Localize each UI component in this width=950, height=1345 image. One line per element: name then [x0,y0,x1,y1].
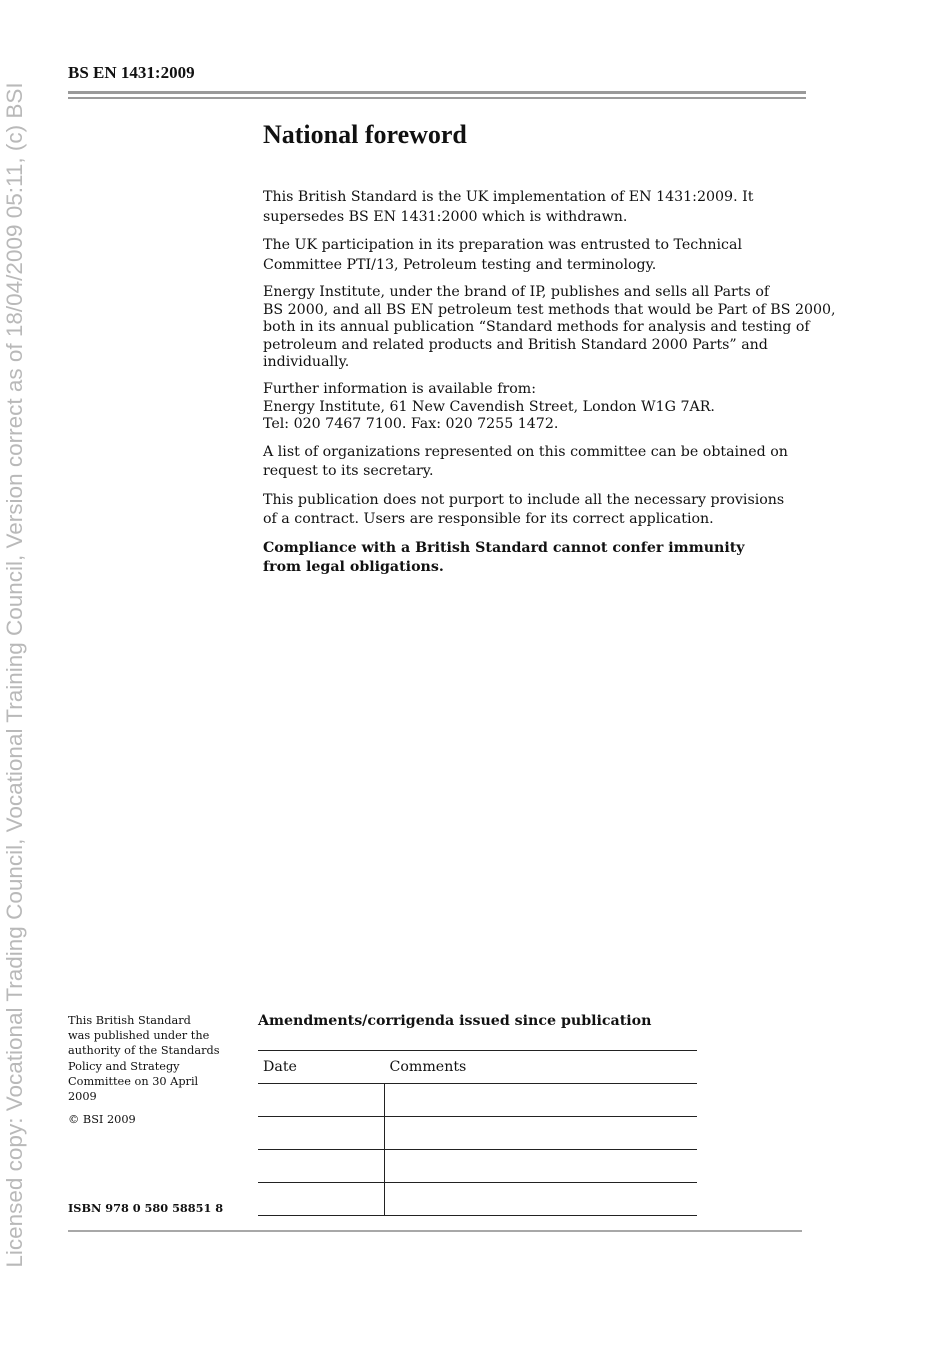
table-header-row [258,1051,697,1084]
publication-note [68,1013,233,1127]
table-row [258,1150,697,1183]
date-cell [258,1150,385,1183]
paragraph-energy-institute [263,284,843,372]
comments-cell [385,1084,698,1117]
foreword-body [263,188,843,587]
table-row [258,1084,697,1117]
comments-cell [385,1183,698,1216]
text-line: supersedes BS EN 1431:2000 which is withdrawn. [263,208,628,225]
text-line: Committee PTI/13, Petroleum testing and terminology. [263,256,657,273]
column-header-comments: Comments [385,1051,698,1084]
text-line: Energy Institute, 61 New Cavendish Street, London W1G 7AR. [263,398,715,415]
note-line: 2009 [68,1090,97,1104]
date-cell [258,1117,385,1150]
text-line: from legal obligations. [263,559,444,576]
footer-rule [68,1230,802,1232]
comments-cell [385,1150,698,1183]
paragraph-contact-info [263,381,843,434]
note-line: authority of the Standards [68,1044,220,1058]
text-line: The UK participation in its preparation was entrusted to Technical [263,237,742,253]
comments-cell [385,1117,698,1150]
paragraph-participation [263,236,843,275]
text-line: A list of organizations represented on this committee can be obtained on [263,443,788,460]
amendments-title: Amendments/corrigenda issued since publication [258,1013,652,1029]
text-line: Compliance with a British Standard cannot confer immunity [263,539,745,556]
isbn-number: ISBN 978 0 580 58851 8 [68,1201,224,1215]
text-line: of a contract. Users are responsible for its correct application. [263,511,714,528]
page-title: National foreword [263,120,467,149]
paragraph-disclaimer [263,491,843,530]
amendments-table [258,1050,697,1216]
date-cell [258,1183,385,1216]
copyright-notice: © BSI 2009 [68,1113,136,1127]
note-line: Policy and Strategy [68,1059,180,1073]
table-row [258,1117,697,1150]
paragraph-organizations [263,443,843,482]
date-cell [258,1084,385,1117]
text-line: petroleum and related products and British Standard 2000 Parts” and [263,336,768,353]
header-rule [68,91,806,94]
note-line: Committee on 30 April [68,1074,199,1088]
text-line: BS 2000, and all BS EN petroleum test methods that would be Part of BS 2000, [263,301,836,318]
text-line: This British Standard is the UK implementation of EN 1431:2009. It [263,189,754,205]
table-row [258,1183,697,1216]
paragraph-compliance [263,539,843,578]
column-header-date: Date [258,1051,385,1084]
text-line: Tel: 020 7467 7100. Fax: 020 7255 1472. [263,416,559,433]
note-line: This British Standard [68,1014,191,1027]
text-line: This publication does not purport to include all the necessary provisions [263,491,785,508]
text-line: both in its annual publication “Standard methods for analysis and testing of [263,319,810,336]
text-line: Further information is available from: [263,380,537,397]
text-line: request to its secretary. [263,463,434,480]
license-watermark: Licensed copy: Vocational Trading Council, Vocational Training Council, Version correct as of 18/04/2009 05:11, (c) BSI [2,82,27,1268]
header-rule-secondary [68,97,806,99]
document-id: BS EN 1431:2009 [68,63,195,82]
paragraph-implementation [263,188,843,227]
text-line: individually. [263,354,350,371]
note-line: was published under the [68,1029,210,1043]
text-line: Energy Institute, under the brand of IP, publishes and sells all Parts of [263,284,770,300]
